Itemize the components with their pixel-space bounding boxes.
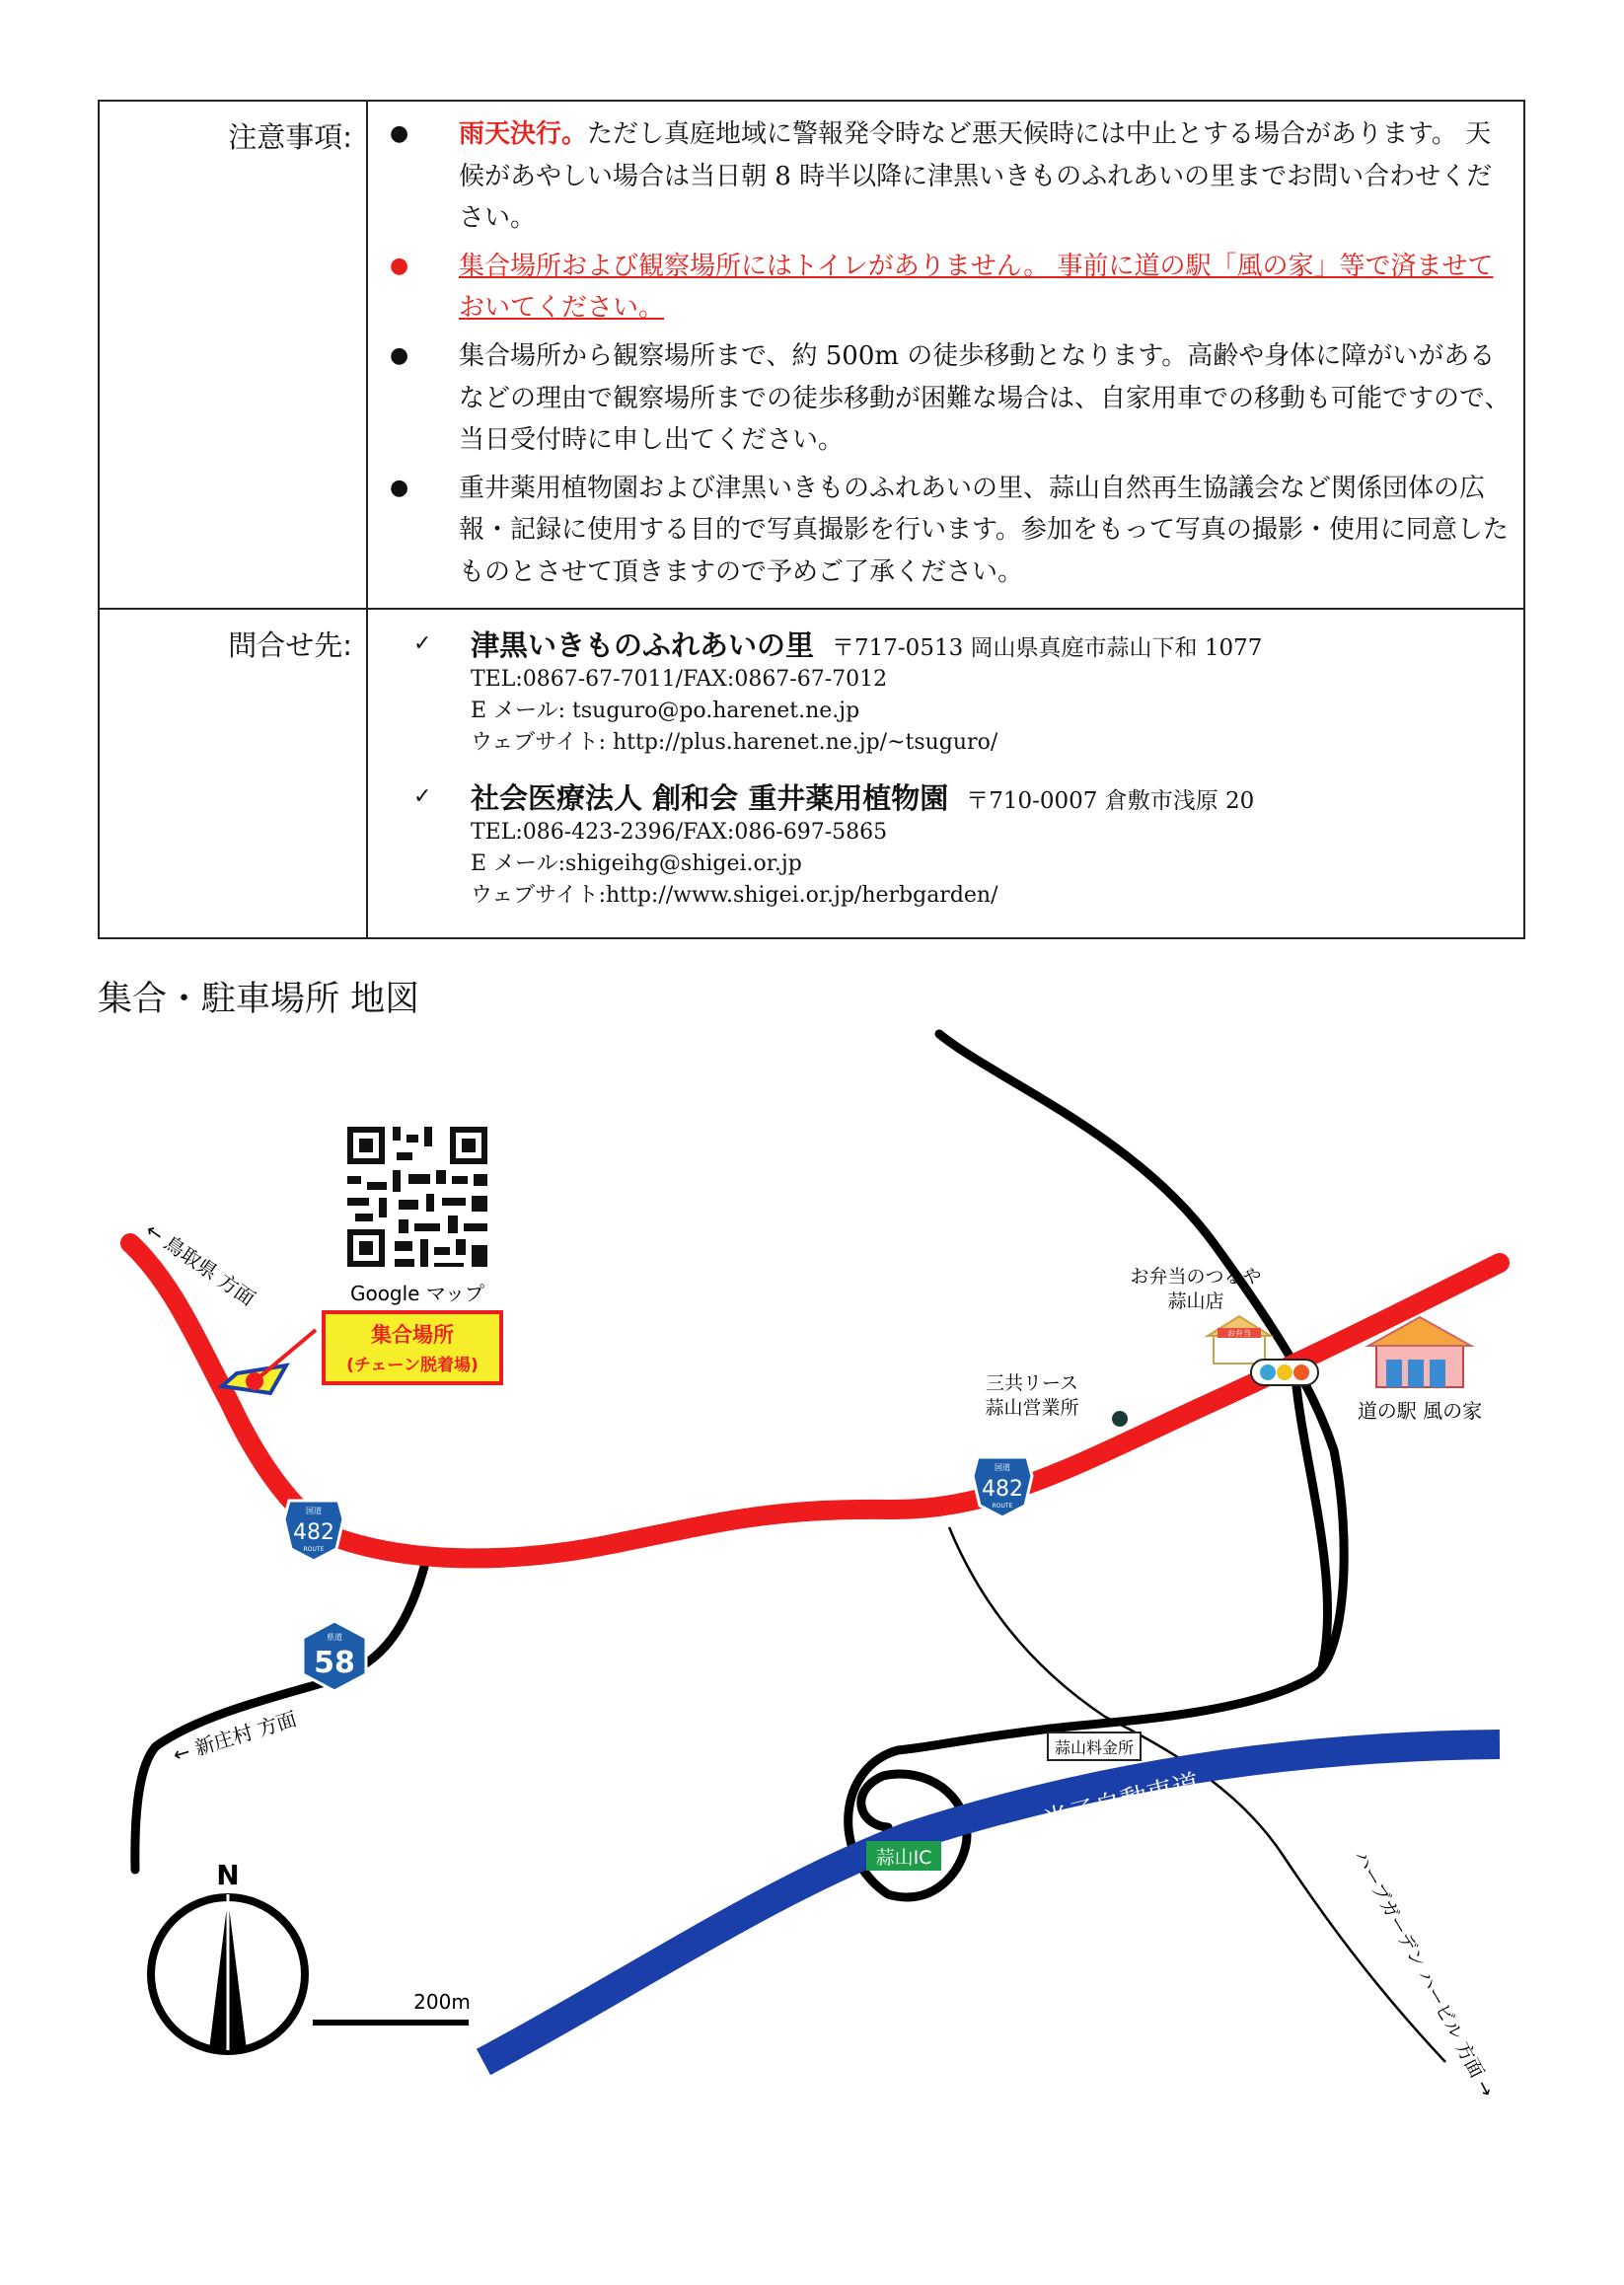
route-word: ROUTE [992,1503,1013,1510]
route-482-shield-west [284,1501,343,1561]
shop-icon [1208,1316,1271,1364]
check-icon: ✓ [413,630,432,656]
ic-label: 蒜山IC [875,1847,932,1869]
direction-shinjo: ← 新庄村 方面 [170,1706,300,1767]
tollgate-label: 蒜山料金所 [1054,1738,1135,1757]
contact-address: 〒717-0513 岡山県真庭市蒜山下和 1077 [832,634,1263,661]
north-arrow-icon [151,1894,305,2051]
sankyo-marker-icon [1112,1411,1128,1427]
sankyo-name: 三共リース [985,1372,1079,1394]
route-word: ROUTE [303,1546,325,1553]
shop-sign-text: お弁当 [1227,1329,1251,1338]
direction-herbgarden: ハーブガーデン ハービル 方面 → [1349,1847,1499,2101]
bento-shop-name: お弁当のつるや [1130,1266,1262,1288]
note-text: 集合場所および観察場所にはトイレがありません。 事前に道の駅「風の家」等で済ませておいてください。 [459,251,1494,324]
traffic-light-icon [1251,1360,1318,1385]
note-text: ただし真庭地域に警報発令時など悪天候時には中止とする場合があります。 天候があやしい場合は当日朝 8 時半以降に津黒いきものふれあいの里までお問い合わせください。 [459,119,1493,234]
contact-name: 津黒いきものふれあいの里 [471,627,815,662]
expressway-road [483,1744,1500,2062]
contact-web[interactable]: ウェブサイト:http://www.shigei.or.jp/herbgarden/ [471,882,998,908]
contact-address: 〒710-0007 倉敷市浅原 20 [966,787,1255,814]
contact-name: 社会医療法人 創和会 重井薬用植物園 [471,780,949,815]
expressway-label: 米子自動車道 [1040,1768,1203,1837]
route-482-shield-east [973,1457,1032,1517]
meeting-point-sub: (チェーン脱着場) [346,1356,479,1375]
route-label: 国道 [995,1463,1010,1472]
callout-line [255,1330,316,1381]
route-58-shield [303,1621,366,1691]
contact-web[interactable]: ウェブサイト: http://plus.harenet.ne.jp/~tsuguro/ [471,729,998,755]
contact-tel: TEL:086-423-2396/FAX:086-697-5865 [471,819,888,845]
route-number: 482 [293,1520,334,1545]
meeting-point-label: 集合場所 [371,1323,454,1347]
note-text: 重井薬用植物園および津黒いきものふれあいの里、蒜山自然再生協議会など関係団体の広報・記録に使用する目的で写真撮影を行います。参加をもって写真の撮影・使用に同意したものとさせて頂きますので予めご了承ください。 [459,473,1509,587]
bullet-icon: ● [390,253,409,278]
notes-label: 注意事項: [100,102,368,608]
check-icon: ✓ [413,783,432,809]
route-number: 482 [982,1477,1023,1502]
map-title: 集合・駐車場所 地図 [98,980,420,1019]
direction-tottori: ← 鳥取県 方面 [141,1217,259,1311]
sankyo-branch: 蒜山営業所 [985,1397,1079,1419]
note-lead: 雨天決行。 [459,119,588,149]
north-label: N [216,1859,240,1891]
contacts-label: 問合せ先: [100,610,368,937]
note-text: 集合場所から観察場所まで、約 500m の徒歩移動となります。高齢や身体に障がいがあるなどの理由で観察場所までの徒歩移動が困難な場合は、自家用車での移動も可能ですので、当日受付時に申し出てください。 [459,340,1511,456]
scale-label: 200m [413,1990,471,2014]
qr-code-icon [345,1125,489,1269]
contact-mail[interactable]: E メール: tsuguro@po.harenet.ne.jp [471,698,860,723]
michinoeki-label: 道の駅 風の家 [1357,1399,1483,1423]
route-label: 県道 [327,1633,342,1642]
bullet-icon: ● [390,342,409,368]
route-number: 58 [314,1646,355,1680]
bullet-icon: ● [390,475,409,500]
route-label: 国道 [306,1507,322,1515]
qr-caption: Google マップ [349,1282,485,1305]
contact-mail[interactable]: E メール:shigeihg@shigei.or.jp [471,850,802,876]
bullet-icon: ● [390,121,409,146]
contact-tel: TEL:0867-67-7011/FAX:0867-67-7012 [471,666,888,692]
bento-shop-branch: 蒜山店 [1167,1290,1224,1312]
